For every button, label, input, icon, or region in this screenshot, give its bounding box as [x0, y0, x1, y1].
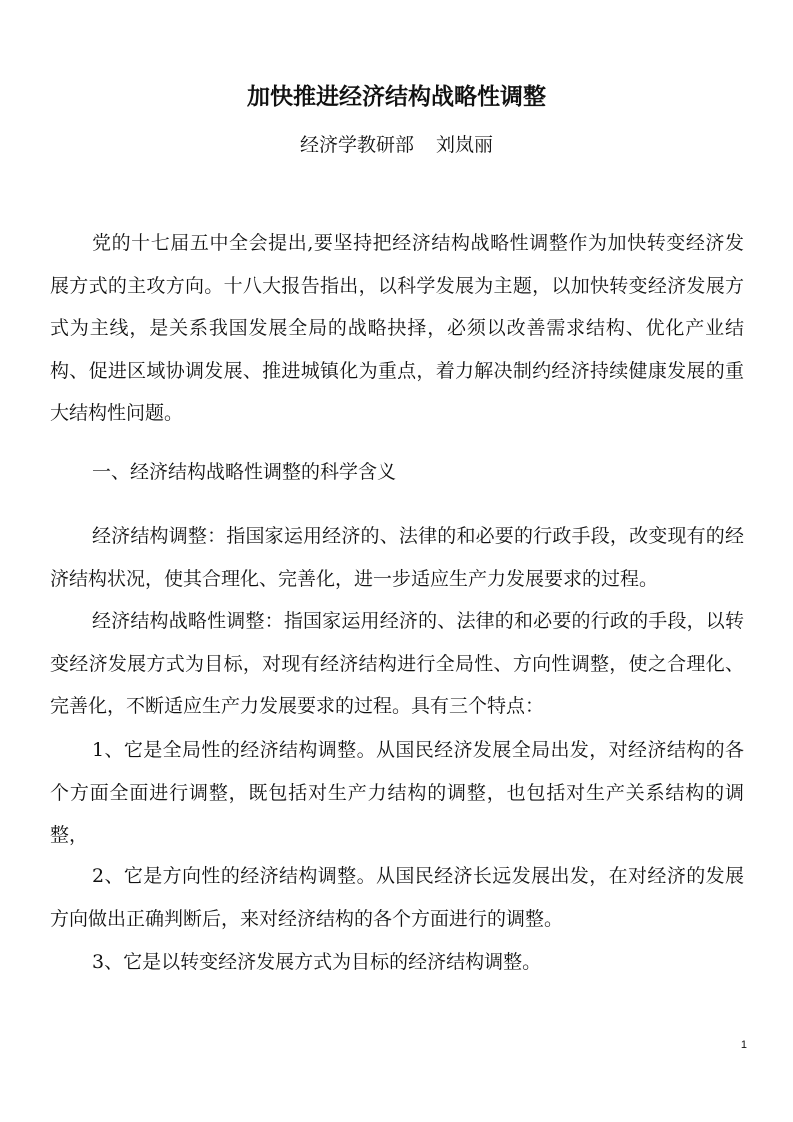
author-name: 刘岚丽	[436, 134, 494, 156]
feature-item-2: 2、它是方向性的经济结构调整。从国民经济长远发展出发，在对经济的发展方向做出正确判断后，来对经济结构的各个方面进行的调整。	[50, 865, 744, 930]
feature-item-3: 3、它是以转变经济发展方式为目标的经济结构调整。	[92, 951, 542, 973]
feature-item-1: 1、它是全局性的经济结构调整。从国民经济发展全局出发，对经济结构的各个方面全面进行调整，既包括对生产力结构的调整，也包括对生产关系结构的调整，	[50, 739, 744, 846]
intro-paragraph: 党的十七届五中全会提出,要坚持把经济结构战略性调整作为加快转变经济发展方式的主攻方向。十八大报告指出，以科学发展为主题，以加快转变经济发展方式为主线，是关系我国发展全局的战略抉择，必须以改善需求结构、优化产业结构、促进区域协调发展、推进城镇化为重点，着力解决制约经济持续健康发展的重大结构性问题。	[50, 232, 744, 424]
author-department: 经济学教研部	[299, 134, 414, 156]
author-byline	[0, 130, 793, 160]
definition-paragraph: 经济结构调整：指国家运用经济的、法律的和必要的行政手段，改变现有的经济结构状况，使其合理化、完善化，进一步适应生产力发展要求的过程。	[50, 525, 744, 590]
strategic-definition-paragraph: 经济结构战略性调整：指国家运用经济的、法律的和必要的行政的手段，以转变经济发展方式为目标，对现有经济结构进行全局性、方向性调整，使之合理化、完善化，不断适应生产力发展要求的过程。具有三个特点：	[50, 610, 744, 717]
document-title: 加快推进经济结构战略性调整	[247, 83, 546, 110]
page-number: 1	[740, 1039, 747, 1051]
section-heading: 一、经济结构战略性调整的科学含义	[92, 461, 397, 483]
